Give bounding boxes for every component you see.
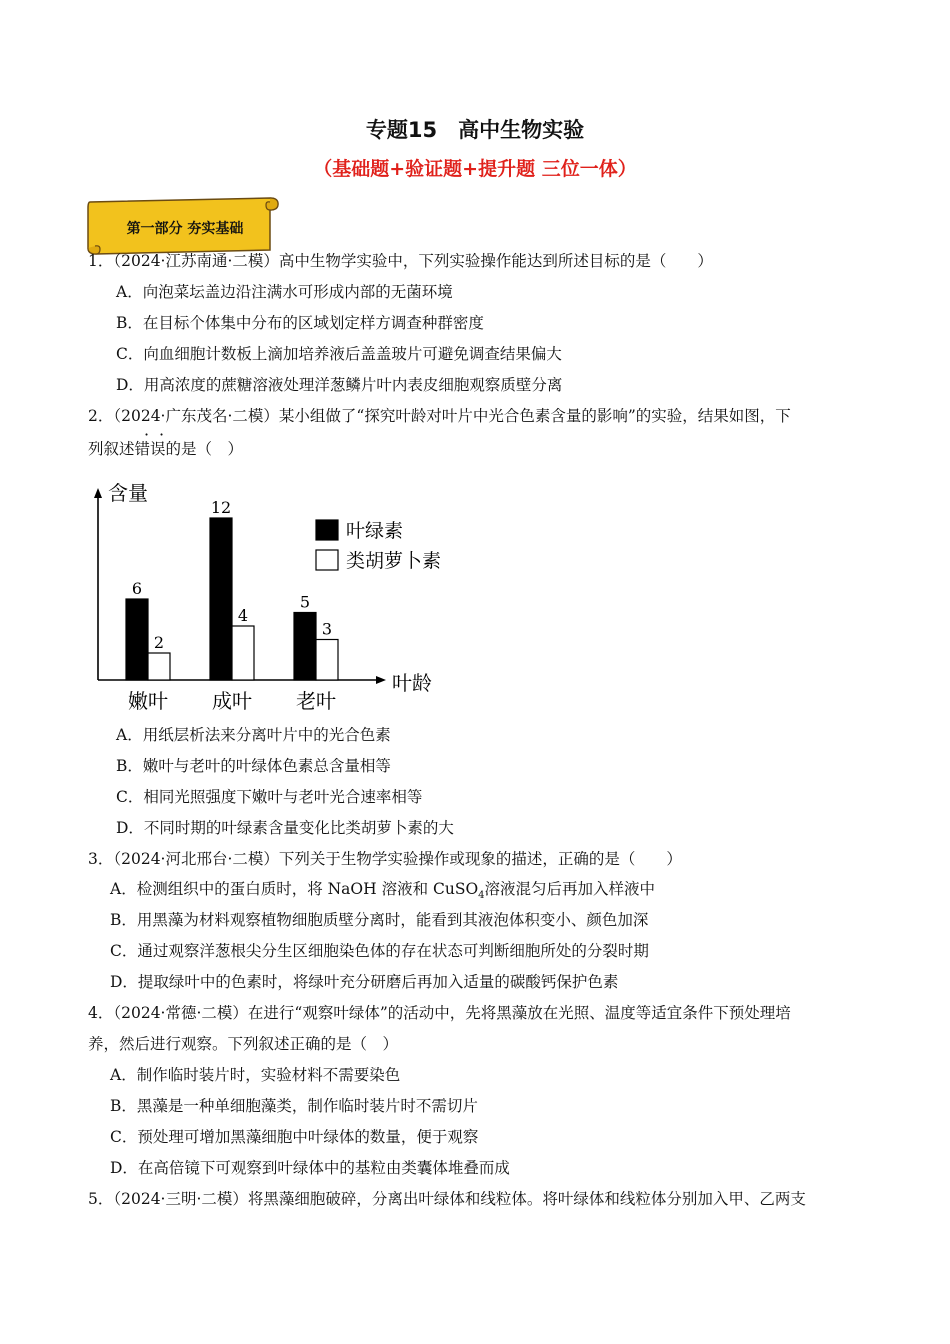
data-label: 4 bbox=[237, 606, 249, 625]
emphasis-dot: · bbox=[159, 425, 165, 444]
legend-swatch bbox=[316, 520, 338, 540]
question-1-stem: 1．（2024·江苏南通·二模）高中生物学实验中，下列实验操作能达到所述目标的是（ ） bbox=[88, 252, 713, 270]
bar-chlorophyll bbox=[210, 518, 232, 680]
data-label: 2 bbox=[153, 633, 165, 652]
x-axis-arrow bbox=[376, 676, 386, 684]
bar-carotenoid bbox=[232, 626, 254, 680]
question-5-stem: 5．（2024·三明·二模）将黑藻细胞破碎，分离出叶绿体和线粒体。将叶绿体和线粒体分别加入甲、乙两支 bbox=[88, 1190, 806, 1208]
tick-label: 嫩叶 bbox=[128, 689, 168, 713]
question-2-option-b: B．嫩叶与老叶的叶绿体色素总含量相等 bbox=[116, 757, 391, 775]
question-2-option-c: C．相同光照强度下嫩叶与老叶光合速率相等 bbox=[116, 788, 423, 806]
legend-swatch bbox=[316, 550, 338, 570]
question-4-stem-line-2: 养，然后进行观察。下列叙述正确的是（ ） bbox=[88, 1035, 399, 1053]
question-3-option-a-text-1: A．检测组织中的蛋白质时，将 NaOH 溶液和 CuSO bbox=[110, 880, 479, 898]
leaf-age-pigment-chart bbox=[86, 474, 446, 718]
page-subtitle: （基础题+验证题+提升题 三位一体） bbox=[313, 158, 637, 180]
section-banner-label: 第一部分 夯实基础 bbox=[126, 221, 244, 237]
data-label: 3 bbox=[321, 619, 333, 639]
question-3-option-a-text-2: 溶液混匀后再加入样液中 bbox=[484, 880, 656, 898]
question-4-option-b: B．黑藻是一种单细胞藻类，制作临时装片时不需切片 bbox=[110, 1097, 478, 1115]
question-1-option-d: D．用高浓度的蔗糖溶液处理洋葱鳞片叶内表皮细胞观察质壁分离 bbox=[116, 376, 563, 394]
question-1-option-c: C．向血细胞计数板上滴加培养液后盖盖玻片可避免调查结果偏大 bbox=[116, 345, 562, 363]
tick-label: 成叶 bbox=[212, 689, 252, 713]
y-axis-arrow bbox=[94, 488, 102, 498]
question-4-stem-line-1: 4．（2024·常德·二模）在进行“观察叶绿体”的活动中，先将黑藻放在光照、温度等适宜条件下预处理培 bbox=[88, 1004, 791, 1022]
data-label: 5 bbox=[299, 592, 311, 612]
bar-chlorophyll bbox=[126, 599, 148, 680]
question-3-option-c: C．通过观察洋葱根尖分生区细胞染色体的存在状态可判断细胞所处的分裂时期 bbox=[110, 942, 649, 960]
tick-label: 老叶 bbox=[296, 689, 336, 713]
question-4-option-d: D．在高倍镜下可观察到叶绿体中的基粒由类囊体堆叠而成 bbox=[110, 1159, 510, 1177]
question-2-option-a: A．用纸层析法来分离叶片中的光合色素 bbox=[116, 726, 391, 744]
emphasis-dot: · bbox=[144, 425, 150, 444]
question-4-option-a: A．制作临时装片时，实验材料不需要染色 bbox=[110, 1066, 401, 1084]
question-3-option-d: D．提取绿叶中的色素时，将绿叶充分研磨后再加入适量的碳酸钙保护色素 bbox=[110, 973, 619, 991]
question-3-option-a-subscript: 4 bbox=[478, 890, 485, 902]
data-label: 6 bbox=[131, 579, 143, 598]
question-2-stem-line-2: 列叙述错误的是（ ） bbox=[88, 440, 244, 458]
bar-carotenoid bbox=[148, 653, 170, 680]
legend-label: 叶绿素 bbox=[346, 520, 404, 542]
bar-carotenoid bbox=[316, 640, 338, 681]
question-1-option-b: B．在目标个体集中分布的区域划定样方调查种群密度 bbox=[116, 314, 484, 332]
legend-label: 类胡萝卜素 bbox=[346, 550, 442, 572]
y-axis-label: 含量 bbox=[108, 481, 148, 505]
question-3-option-b: B．用黑藻为材料观察植物细胞质壁分离时，能看到其液泡体积变小、颜色加深 bbox=[110, 911, 649, 929]
page-title: 专题15 高中生物实验 bbox=[365, 118, 585, 142]
question-2-stem-line-1: 2．（2024·广东茂名·二模）某小组做了“探究叶龄对叶片中光合色素含量的影响”的实验，结果如图，下 bbox=[88, 407, 791, 425]
bar-chlorophyll bbox=[294, 613, 316, 681]
question-3-stem: 3．（2024·河北邢台·二模）下列关于生物学实验操作或现象的描述，正确的是（ ） bbox=[88, 850, 682, 868]
question-2-option-d: D．不同时期的叶绿素含量变化比类胡萝卜素的大 bbox=[116, 819, 454, 837]
x-axis-label: 叶龄 bbox=[392, 671, 432, 695]
question-1-option-a: A．向泡菜坛盖边沿注满水可形成内部的无菌环境 bbox=[116, 283, 453, 301]
data-label: 12 bbox=[210, 498, 232, 517]
question-3-option-a bbox=[110, 878, 655, 907]
question-4-option-c: C．预处理可增加黑藻细胞中叶绿体的数量，便于观察 bbox=[110, 1128, 479, 1146]
